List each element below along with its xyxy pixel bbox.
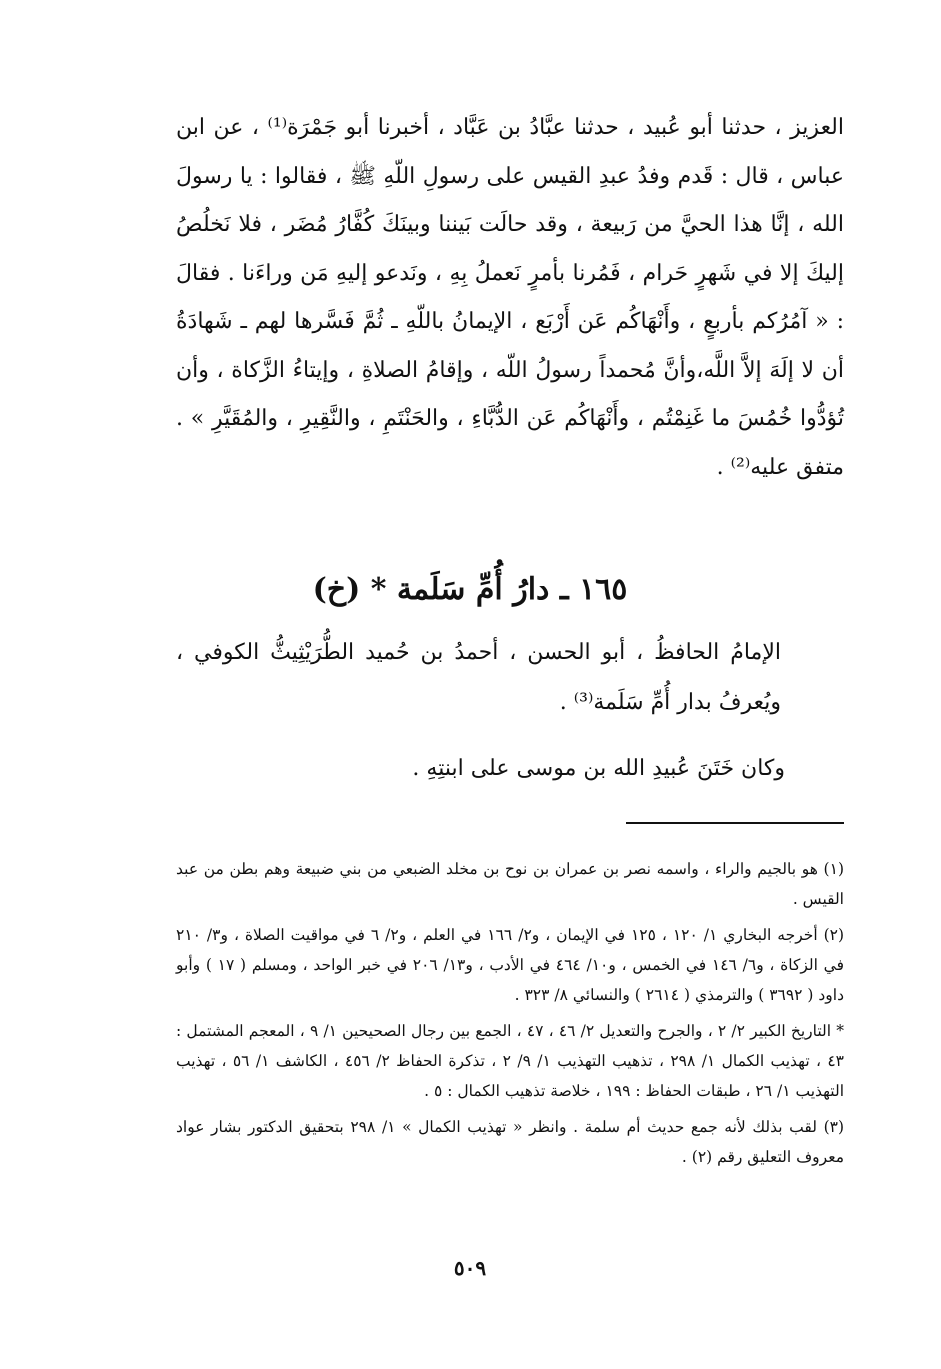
page-number: ٥٠٩: [453, 1256, 487, 1280]
footnotes: [176, 854, 844, 1178]
footnote-sources: * التاريخ الكبير ٢/ ٢ ، والجرح والتعديل ٢/ ٤٦ ، ٤٧ ، الجمع بين رجال الصحيحين ١/ ٩ ، المعجم المشتمل : ٤٣ ، تهذيب الكمال ١/ ٢٩٨ ، تذهيب التهذيب ١/ ٩/ ٢ ، تذكرة الحفاظ ٢/ ٤٥٦ ، الكاشف ١/ ٥٦ ، تهذيب التهذيب ١/ ٢٦ ، طبقات الحفاظ : ١٩٩ ، خلاصة تذهيب الكمال : ٥ .: [176, 1022, 845, 1100]
intro-text: [176, 628, 781, 728]
footnote-divider: [626, 822, 844, 824]
footnote-2: (٢) أخرجه البخاري ١/ ١٢٠ ، ١٢٥ في الإيمان ، و٢/ ١٦٦ في العلم ، و٢/ ٦ في مواقيت الصلاة ، و٣/ ٢١٠ في الزكاة ، و٦/ ١٤٦ في الخمس ، و١٠/ ٤٦٤ في الأدب ، و١٣/ ٢٠٦ في خبر الواحد ، ومسلم ( ١٧ ) وأبو داود ( ٣٦٩٢ ) والترمذي ( ٢٦١٤ ) والنسائي ٨/ ٣٢٣ .: [176, 926, 845, 1004]
footnote-1: (١) هو بالجيم والراء ، واسمه نصر بن عمران بن نوح بن مخلد الضبعي من بني ضبيعة وهم بطن من عبد القيس .: [176, 860, 844, 908]
body-text: [176, 104, 844, 492]
section-heading: ١٦٥ ـ دارُ أُمِّ سَلَمة * (خ): [312, 572, 628, 607]
hadith-paragraph: العزيز ، حدثنا أبو عُبيد ، حدثنا عبَّادُ بن عَبَّاد ، أخبرنا أبو جَمْرَة⁽¹⁾ ، عن ابن عباس ، قال : قَدم وفدُ عبدِ القيس على رسولِ اللّهِ ﷺ ، فقالوا : يا رسولَ الله ، إنَّا هذا الحيَّ من رَبيعة ، وقد حالَت بَيننا وبينَكَ كُفَّارُ مُضَر ، فلا نَخلُصُ إليكَ إلا في شَهرٍ حَرام ، فَمُرنا بأمرٍ نَعملُ بِهِ ، ونَدعو إليهِ مَن وراءَنا . فقالَ : « آمُرُكم بأربعٍ ، وأَنْهَاكُم عَن أَرْبَع ، الإيمانُ باللّهِ ـ ثُمَّ فَسَّرها لهم ـ شَهادَةُ أن لا إلَهَ إلاَّ اللَّه،وأنَّ مُحمداً رسولُ اللّه ، وإقامُ الصلاةِ ، وإيتاءُ الزَّكاة ، وأن تُؤدُّوا خُمُسَ ما غَنِمْتُم ، وأَنْهَاكُم عَن الدُّبَّاءِ ، والحَنْتَمِ ، والنَّقِيرِ ، والمُقَيَّرِ » . متفق عليه⁽²⁾ .: [176, 115, 844, 480]
note-line: وكان خَتَنَ عُبيدِ الله بن موسى على ابنتِهِ .: [412, 756, 785, 781]
biography-paragraph: الإمامُ الحافظُ ، أبو الحسن ، أحمدُ بن حُميد الطُّرَيْثِيثُّ الكوفي ، ويُعرفُ بدار أُمِّ سَلَمة⁽³⁾ .: [176, 640, 781, 715]
footnote-3: (٣) لقب بذلك لأنه جمع حديث أم سلمة . وانظر « تهذيب الكمال » ١/ ٢٩٨ بتحقيق الدكتور بشار عواد معروف التعليق رقم (٢) .: [176, 1118, 845, 1166]
